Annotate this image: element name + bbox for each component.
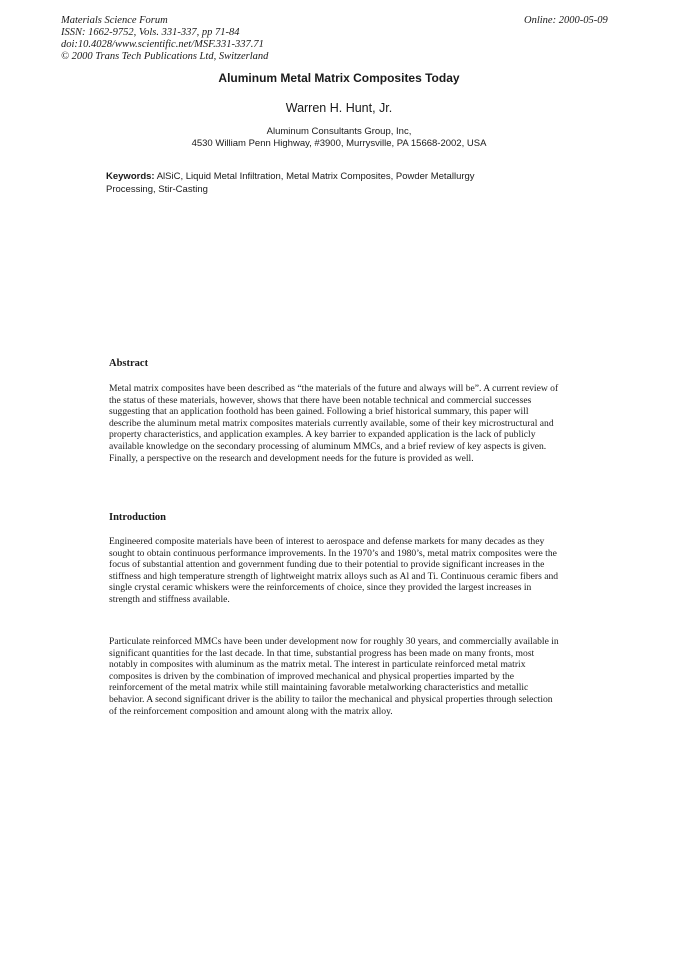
keywords xyxy=(106,171,526,196)
keywords-label: Keywords: xyxy=(106,171,155,182)
introduction-paragraph-2: Particulate reinforced MMCs have been under development now for roughly 30 years, and commercially available in significant quantities for the last decade. In that time, substantial progress has been made on many fronts, most notably in composites with aluminum as the matrix metal. The interest in particulate reinforced metal matrix composites is driven by the combination of improved mechanical and physical properties imparted by the reinforcement of the metal matrix while still maintaining favorable metalworking characteristics and metallic behavior. A second significant driver is the ability to tailor the mechanical and physical properties through selection of the reinforcement composition and amount along with the matrix alloy. xyxy=(109,636,559,717)
affiliation xyxy=(0,126,678,150)
paper-title: Aluminum Metal Matrix Composites Today xyxy=(218,71,460,85)
introduction-heading: Introduction xyxy=(109,512,166,523)
online-date: Online: 2000-05-09 xyxy=(524,15,608,26)
copyright-line: © 2000 Trans Tech Publications Ltd, Switzerland xyxy=(61,51,269,62)
abstract-heading: Abstract xyxy=(109,358,149,369)
journal-citation xyxy=(61,15,268,63)
author-name: Warren H. Hunt, Jr. xyxy=(285,101,393,115)
affiliation-address: 4530 William Penn Highway, #3900, Murrysville, PA 15668-2002, USA xyxy=(191,138,487,149)
abstract-text: Metal matrix composites have been described as “the materials of the future and always will be”. A current review of the status of these materials, however, shows that there have been notable technical and commercial successes suggesting that an application foothold has been gained. Following a brief historical summary, this paper will describe the aluminum metal matrix composites materials currently available, some of their key microstructural and property characteristics, and application examples. A key barrier to expanded application is the lack of publicly available knowledge on the secondary processing of aluminum MMCs, and a brief review of key aspects is given. Finally, a perspective on the research and development needs for the future is provided as well. xyxy=(109,383,559,464)
journal-name: Materials Science Forum xyxy=(61,15,168,26)
issn-line: ISSN: 1662-9752, Vols. 331-337, pp 71-84 xyxy=(61,27,240,38)
doi-line: doi:10.4028/www.scientific.net/MSF.331-337.71 xyxy=(61,39,264,50)
affiliation-organization: Aluminum Consultants Group, Inc, xyxy=(266,126,412,137)
introduction-paragraph-1: Engineered composite materials have been of interest to aerospace and defense markets for many decades as they sought to obtain continuous performance improvements. In the 1970’s and 1980’s, metal matrix composites were the focus of substantial attention and government funding due to their potential to provide significant increases in the stiffness and high temperature strength of lightweight matrix alloys such as Al and Ti. Continuous ceramic fibers and single crystal ceramic whiskers were the reinforcements of choice, since they provided the largest increases in strength and stiffness available. xyxy=(109,536,559,605)
keywords-text: AlSiC, Liquid Metal Infiltration, Metal Matrix Composites, Powder Metallurgy Processing, Stir-Casting xyxy=(106,171,475,195)
